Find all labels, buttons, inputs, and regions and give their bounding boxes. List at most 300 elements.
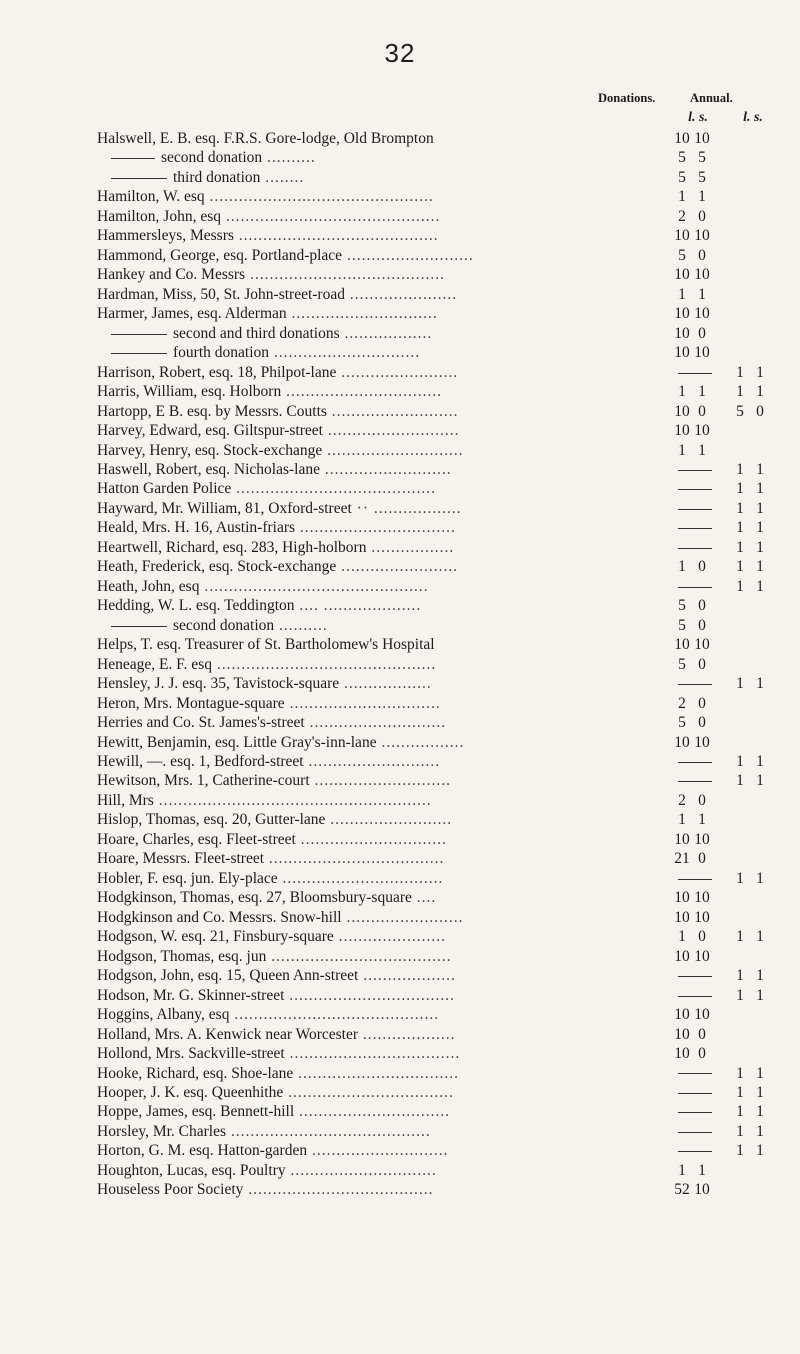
entry-name: [97, 771, 660, 790]
annual-amount-pounds: 1: [736, 1142, 744, 1160]
donation-amount-pounds: 10: [674, 324, 690, 342]
dot-leader: ........: [260, 168, 305, 186]
entry-name: [97, 129, 660, 148]
annual-amount-shillings: 1: [756, 753, 764, 770]
entry-name-text: Hislop, Thomas, esq. 20, Gutter-lane: [97, 811, 326, 829]
donation-amount-pounds: 10: [674, 889, 690, 907]
donations-units-label: l. s.: [688, 110, 708, 125]
donation-amount: [672, 499, 718, 518]
donation-amount-pounds: 5: [678, 149, 686, 167]
entry-name: [97, 1102, 660, 1121]
donation-amount-shillings: 10: [694, 422, 710, 440]
subscriber-list: [0, 129, 800, 1200]
list-item: [0, 966, 800, 985]
entry-name-text: Hewill, —. esq. 1, Bedford-street: [97, 753, 304, 770]
entry-name: [97, 246, 660, 265]
donation-amount-pounds: 21: [674, 850, 690, 868]
entry-name: [97, 1025, 660, 1044]
continuation-rule: [111, 158, 155, 159]
donation-amount-shillings: 1: [698, 285, 706, 303]
entry-name-text: fourth donation: [173, 344, 269, 362]
entry-name: [97, 986, 660, 1005]
donation-amount-shillings: 1: [698, 383, 706, 401]
annual-amount-shillings: 1: [756, 967, 764, 985]
dot-leader: ..........................: [326, 402, 459, 420]
donation-amount-pounds: 1: [678, 285, 686, 303]
entry-name-text: Hooper, J. K. esq. Queenhithe: [97, 1083, 284, 1101]
donation-amount-shillings: 10: [694, 830, 710, 848]
donation-amount-pounds: 10: [674, 908, 690, 926]
list-item: [0, 1180, 800, 1199]
annual-column-header: Annual.: [690, 91, 733, 105]
entry-name: [97, 1005, 660, 1024]
list-item: [0, 616, 800, 635]
dot-leader: ....................................: [264, 850, 445, 868]
list-item: [0, 635, 800, 654]
list-item: [0, 363, 800, 382]
donation-amount-pounds: 5: [678, 168, 686, 186]
annual-amount-shillings: 1: [756, 1103, 764, 1121]
page-number: 32: [384, 38, 416, 68]
entry-name: [97, 499, 660, 518]
dot-leader: .................: [366, 538, 455, 556]
annual-amount-shillings: 1: [756, 577, 764, 595]
dot-leader: ...............................: [284, 694, 441, 712]
dot-leader: ..............................................: [199, 577, 429, 595]
annual-amount: [730, 460, 776, 479]
list-item: [0, 869, 800, 888]
donation-amount-none-rule: [678, 548, 712, 549]
entry-name-text: Holland, Mrs. A. Kenwick near Worcester: [97, 1025, 359, 1043]
donation-amount-shillings: 0: [698, 928, 706, 946]
dot-leader: ..................................: [283, 1083, 454, 1101]
dot-leader: ..................................: [284, 986, 456, 1004]
entry-name: [97, 538, 660, 557]
donation-amount: [672, 246, 718, 265]
donation-amount: [672, 810, 718, 829]
entry-name: [97, 869, 660, 888]
entry-name: [97, 265, 660, 284]
donation-amount: [672, 577, 718, 596]
entry-name-text: Heald, Mrs. H. 16, Austin-friars: [97, 519, 296, 537]
entry-name-text: Horsley, Mr. Charles: [97, 1122, 227, 1140]
annual-amount-pounds: 1: [736, 675, 744, 693]
donation-amount-shillings: 0: [698, 850, 706, 868]
annual-amount: [730, 499, 776, 518]
entry-name: [111, 148, 674, 167]
dot-leader: ...............................: [294, 1103, 451, 1121]
list-item: [0, 557, 800, 576]
list-item: [0, 733, 800, 752]
donation-amount: [672, 713, 718, 732]
annual-amount: [730, 577, 776, 596]
entry-name: [97, 577, 660, 596]
dot-leader: .... ....................: [294, 597, 422, 615]
donation-amount-none-rule: [678, 470, 712, 471]
list-item: [0, 1102, 800, 1121]
annual-amount-pounds: 1: [736, 363, 744, 381]
annual-amount: [730, 518, 776, 537]
annual-amount-pounds: 1: [736, 499, 744, 517]
list-item: [0, 499, 800, 518]
entry-name-text: second donation: [173, 616, 275, 634]
continuation-rule: [111, 334, 167, 335]
dot-leader: .........................: [325, 811, 453, 829]
entry-name-text: Halswell, E. B. esq. F.R.S. Gore-lodge, Old Brompton: [97, 130, 434, 147]
donation-amount: [672, 635, 718, 654]
entry-name-text: Hamilton, John, esq: [97, 207, 221, 225]
entry-name: [111, 343, 674, 362]
donation-amount-shillings: 0: [698, 402, 706, 420]
donation-amount-pounds: 10: [674, 305, 690, 323]
donation-amount-shillings: 0: [698, 558, 706, 576]
donation-amount: [672, 966, 718, 985]
entry-name-text: Hamilton, W. esq: [97, 188, 205, 206]
donation-amount: [672, 791, 718, 810]
annual-amount: [730, 674, 776, 693]
donation-amount-none-rule: [678, 509, 712, 510]
annual-units-label: l. s.: [743, 110, 763, 125]
annual-amount-shillings: 1: [756, 986, 764, 1004]
annual-amount: [730, 1083, 776, 1102]
donation-amount-none-rule: [678, 587, 712, 588]
donation-amount: [672, 363, 718, 382]
list-item: [0, 285, 800, 304]
donation-amount: [672, 1122, 718, 1141]
annual-amount-shillings: 0: [756, 402, 764, 420]
entry-name: [97, 791, 660, 810]
entry-name: [97, 596, 660, 615]
donation-amount: [672, 421, 718, 440]
donation-amount: [672, 538, 718, 557]
donation-amount-pounds: 1: [678, 811, 686, 829]
donation-amount: [672, 1141, 718, 1160]
annual-amount-shillings: 1: [756, 363, 764, 381]
annual-amount-pounds: 1: [736, 967, 744, 985]
donation-amount: [672, 1025, 718, 1044]
donation-amount-none-rule: [678, 1112, 712, 1113]
donation-amount-shillings: 0: [698, 246, 706, 264]
dot-leader: .........................................: [233, 227, 439, 245]
donation-amount-shillings: 0: [698, 655, 706, 673]
donation-amount-shillings: 10: [694, 947, 710, 965]
continuation-rule: [111, 178, 167, 179]
donation-amount-none-rule: [678, 373, 712, 374]
entry-name-text: Hodgson, W. esq. 21, Finsbury-square: [97, 928, 334, 946]
entry-name: [97, 382, 660, 401]
donation-amount-pounds: 10: [674, 1045, 690, 1063]
donation-amount-pounds: 5: [678, 597, 686, 615]
entry-name-text: Heath, Frederick, esq. Stock-exchange: [97, 558, 337, 576]
dot-leader: ..................: [339, 675, 432, 693]
donation-amount: [672, 441, 718, 460]
entry-name: [97, 655, 660, 674]
donation-amount: [672, 557, 718, 576]
donation-amount-shillings: 10: [694, 130, 710, 147]
dot-leader: ........................................................: [153, 791, 432, 809]
donation-amount: [672, 402, 718, 421]
donation-amount-none-rule: [678, 781, 712, 782]
donation-amount-pounds: 10: [674, 733, 690, 751]
donation-amount-pounds: 10: [674, 402, 690, 420]
entry-name-text: Hammersleys, Messrs: [97, 227, 234, 245]
list-item: [0, 441, 800, 460]
dot-leader: ................................: [281, 383, 443, 401]
donation-amount: [672, 771, 718, 790]
entry-name: [97, 518, 660, 537]
annual-amount-pounds: 1: [736, 519, 744, 537]
donation-amount: [672, 226, 718, 245]
donation-amount-pounds: 1: [678, 558, 686, 576]
entry-name-text: Hewitt, Benjamin, esq. Little Gray's-inn-lane: [97, 733, 377, 751]
donation-amount-shillings: 0: [698, 714, 706, 732]
entry-name: [97, 557, 660, 576]
annual-amount-pounds: 1: [736, 928, 744, 946]
donation-amount-shillings: 10: [694, 266, 710, 284]
donation-amount: [672, 1083, 718, 1102]
donation-amount-shillings: 1: [698, 1161, 706, 1179]
donation-amount-none-rule: [678, 1073, 712, 1074]
donation-amount: [672, 908, 718, 927]
entry-name-text: Harvey, Edward, esq. Giltspur-street: [97, 422, 323, 440]
donation-amount-pounds: 2: [678, 207, 686, 225]
donation-amount: [672, 694, 718, 713]
list-item: [0, 1044, 800, 1063]
donation-amount: [672, 1102, 718, 1121]
list-item: [0, 382, 800, 401]
dot-leader: ........................: [341, 908, 464, 926]
donation-amount-pounds: 10: [674, 227, 690, 245]
list-item: [0, 752, 800, 771]
dot-leader: ................................: [295, 519, 456, 537]
annual-amount-shillings: 1: [756, 558, 764, 576]
donations-column-header: Donations.: [598, 91, 656, 105]
entry-name: [97, 752, 660, 771]
dot-leader: .................................: [293, 1064, 460, 1082]
dot-leader: ..............................................: [204, 188, 434, 206]
list-item: [0, 577, 800, 596]
dot-leader: ......................................: [243, 1181, 434, 1199]
entry-name-text: Heartwell, Richard, esq. 283, High-holborn: [97, 538, 367, 556]
annual-amount: [730, 479, 776, 498]
entry-name-text: Hensley, J. J. esq. 35, Tavistock-square: [97, 675, 340, 693]
entry-name-text: Hodgkinson, Thomas, esq. 27, Bloomsbury-square: [97, 889, 412, 907]
donation-amount-pounds: 5: [678, 655, 686, 673]
dot-leader: ...........................: [303, 753, 441, 770]
donation-amount: [672, 207, 718, 226]
donation-amount-pounds: 1: [678, 928, 686, 946]
donation-amount-shillings: 10: [694, 1006, 710, 1024]
list-item: [0, 888, 800, 907]
donation-amount-pounds: 10: [674, 1006, 690, 1024]
donation-amount-pounds: 10: [674, 1025, 690, 1043]
donation-amount: [672, 382, 718, 401]
donation-amount: [672, 479, 718, 498]
donation-amount-shillings: 10: [694, 1181, 710, 1199]
donation-amount: [672, 304, 718, 323]
donation-amount-none-rule: [678, 1132, 712, 1133]
entry-name: [97, 285, 660, 304]
dot-leader: ...................................: [284, 1045, 461, 1063]
entry-name-text: Horton, G. M. esq. Hatton-garden: [97, 1142, 308, 1160]
donation-amount-shillings: 1: [698, 811, 706, 829]
list-item: [0, 1005, 800, 1024]
list-item: [0, 343, 800, 362]
dot-leader: ..........................: [319, 460, 452, 478]
entry-name: [97, 810, 660, 829]
donation-amount-shillings: 1: [698, 441, 706, 459]
annual-amount-pounds: 1: [736, 1122, 744, 1140]
donation-amount: [672, 343, 718, 362]
donation-amount-pounds: 10: [674, 130, 690, 147]
dot-leader: ..............................: [285, 1161, 437, 1179]
annual-amount-shillings: 1: [756, 499, 764, 517]
entry-name: [97, 441, 660, 460]
list-item: [0, 246, 800, 265]
donation-amount: [672, 285, 718, 304]
donation-amount-shillings: 1: [698, 188, 706, 206]
dot-leader: ...................: [358, 1025, 456, 1043]
annual-amount-shillings: 1: [756, 1083, 764, 1101]
donation-amount: [672, 168, 718, 187]
entry-name-text: Harmer, James, esq. Alderman: [97, 305, 287, 323]
dot-leader: ..........................: [342, 246, 474, 264]
dot-leader: ........................................: [245, 266, 445, 284]
dot-leader: .....................................: [266, 947, 452, 965]
donation-amount: [672, 1005, 718, 1024]
entry-name-text: Heath, John, esq: [97, 577, 200, 595]
entry-name: [111, 324, 674, 343]
annual-amount-pounds: 1: [736, 1103, 744, 1121]
list-item: [0, 402, 800, 421]
donation-amount-pounds: 5: [678, 616, 686, 634]
list-item: [0, 810, 800, 829]
list-item: [0, 1161, 800, 1180]
annual-amount-pounds: 1: [736, 460, 744, 478]
annual-amount-shillings: 1: [756, 869, 764, 887]
annual-amount: [730, 771, 776, 790]
dot-leader: .................: [376, 733, 465, 751]
donation-amount: [672, 888, 718, 907]
entry-name-text: second donation: [161, 149, 263, 167]
list-item: [0, 421, 800, 440]
donation-amount-pounds: 1: [678, 1161, 686, 1179]
dot-leader: .........................................: [226, 1122, 431, 1140]
donation-amount: [672, 324, 718, 343]
dot-leader: ............................: [309, 772, 452, 790]
dot-leader: ...........................: [322, 422, 460, 440]
list-item: [0, 460, 800, 479]
entry-name: [97, 694, 660, 713]
annual-amount-pounds: 1: [736, 558, 744, 576]
donation-amount: [672, 1064, 718, 1083]
annual-amount-shillings: 1: [756, 480, 764, 498]
donation-amount-none-rule: [678, 879, 712, 880]
donation-amount: [672, 674, 718, 693]
entry-name-text: Helps, T. esq. Treasurer of St. Bartholomew's Hospital: [97, 636, 435, 654]
entry-name: [97, 226, 660, 245]
entry-name: [111, 616, 674, 635]
annual-amount: [730, 1102, 776, 1121]
annual-amount-pounds: 1: [736, 869, 744, 887]
dot-leader: ............................................: [221, 207, 441, 225]
entry-name-text: Haswell, Robert, esq. Nicholas-lane: [97, 460, 320, 478]
donation-amount-shillings: 10: [694, 227, 710, 245]
entry-name: [97, 888, 660, 907]
donation-amount-shillings: 0: [698, 597, 706, 615]
entry-name-text: Houseless Poor Society: [97, 1181, 244, 1199]
list-item: [0, 1122, 800, 1141]
donation-amount: [672, 265, 718, 284]
annual-amount: [730, 538, 776, 557]
donation-amount-shillings: 10: [694, 305, 710, 323]
list-item: [0, 1025, 800, 1044]
annual-amount-shillings: 1: [756, 675, 764, 693]
dot-leader: ....: [411, 889, 437, 907]
annual-amount-shillings: 1: [756, 1122, 764, 1140]
entry-name: [97, 187, 660, 206]
dot-leader: ........................: [336, 558, 459, 576]
list-item: [0, 791, 800, 810]
dot-leader: ......................: [333, 928, 446, 946]
donation-amount: [672, 596, 718, 615]
list-item: [0, 849, 800, 868]
list-item: [0, 1064, 800, 1083]
dot-leader: ..........: [262, 149, 316, 167]
dot-leader: ..............................: [286, 305, 438, 323]
entry-name-text: Hollond, Mrs. Sackville-street: [97, 1045, 285, 1063]
donation-amount-shillings: 5: [698, 149, 706, 167]
entry-name: [97, 304, 660, 323]
annual-amount-pounds: 1: [736, 772, 744, 790]
continuation-rule: [111, 626, 167, 627]
entry-name: [97, 947, 660, 966]
entry-name-text: Hoare, Charles, esq. Fleet-street: [97, 830, 296, 848]
list-item: [0, 324, 800, 343]
list-item: [0, 304, 800, 323]
entry-name: [97, 1064, 660, 1083]
entry-name: [97, 713, 660, 732]
list-item: [0, 265, 800, 284]
annual-amount-pounds: 1: [736, 538, 744, 556]
entry-name: [97, 479, 660, 498]
donation-amount: [672, 830, 718, 849]
list-item: [0, 694, 800, 713]
donation-amount-none-rule: [678, 996, 712, 997]
entry-name: [97, 849, 660, 868]
donation-amount-shillings: 0: [698, 616, 706, 634]
donation-amount-none-rule: [678, 684, 712, 685]
donation-amount-shillings: 0: [698, 324, 706, 342]
annual-amount: [730, 382, 776, 401]
donation-amount-shillings: 0: [698, 694, 706, 712]
entry-name: [97, 1141, 660, 1160]
annual-amount-shillings: 1: [756, 383, 764, 401]
annual-amount: [730, 752, 776, 771]
list-item: [0, 986, 800, 1005]
list-item: [0, 518, 800, 537]
donation-amount: [672, 986, 718, 1005]
annual-amount-shillings: 1: [756, 772, 764, 790]
entry-name: [111, 168, 674, 187]
entry-name-text: Hodgson, Thomas, esq. jun: [97, 947, 267, 965]
entry-name-text: Hartopp, E B. esq. by Messrs. Coutts: [97, 402, 327, 420]
annual-amount-shillings: 1: [756, 1064, 764, 1082]
donation-amount-shillings: 10: [694, 733, 710, 751]
annual-amount-pounds: 1: [736, 383, 744, 401]
annual-amount: [730, 869, 776, 888]
donation-amount: [672, 927, 718, 946]
